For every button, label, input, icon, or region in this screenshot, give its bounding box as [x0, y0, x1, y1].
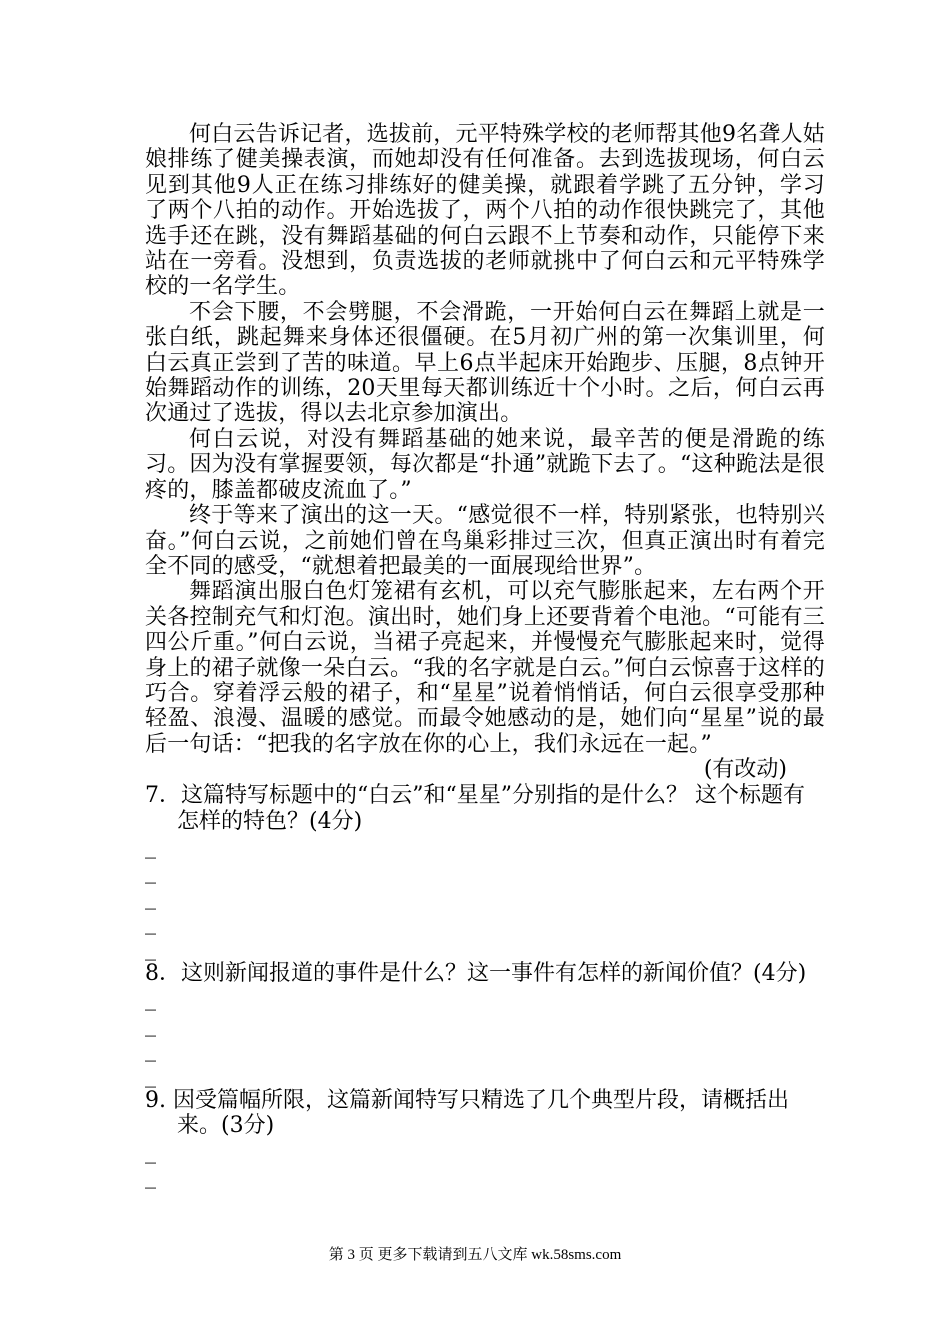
answer-area [145, 1139, 825, 1190]
answer-line: _ [145, 986, 156, 1012]
page-footer: 第 3 页 更多下载请到五八文库 wk.58sms.com [328, 1247, 622, 1263]
article-paragraph: 舞蹈演出服白色灯笼裙有玄机，可以充气膨胀起来，左右两个开关各控制充气和灯泡。演出时，她们身上还要背着个电池。“可能有三四公斤重。”何白云说，当裙子亮起来，并慢慢充气膨胀起来时，觉得身上的裙子就像一朵白云。“我的名字就是白云。”何白云惊喜于这样的巧合。穿着浮云般的裙子，和“星星”说着悄悄话，何白云很享受那种轻盈、浪漫、温暖的感觉。而最令她感动的是，她们向“星星”说的最后一句话：“把我的名字放在你的心上，我们永远在一起。” [145, 579, 825, 757]
answer-line: _ [145, 1037, 156, 1063]
question-9 [145, 1088, 825, 1190]
question-8 [145, 961, 825, 1088]
article [145, 122, 825, 783]
question-text: 8．这则新闻报道的事件是什么？这一事件有怎样的新闻价值？(4分) [145, 960, 807, 986]
answer-line: _ [145, 1062, 156, 1088]
answer-area [145, 834, 825, 961]
question-text: 7．这篇特写标题中的“白云”和“星星”分别指的是什么？ 这个标题有怎样的特色？(4分) [145, 783, 805, 834]
answer-line: _ [145, 1138, 156, 1164]
article-paragraph: 何白云说，对没有舞蹈基础的她来说，最辛苦的便是滑跪的练习。因为没有掌握要领，每次都是“扑通”就跪下去了。“这种跪法是很疼的，膝盖都破皮流血了。” [145, 426, 825, 503]
question-7 [145, 783, 825, 961]
answer-line: _ [145, 910, 156, 936]
answer-line: _ [145, 859, 156, 885]
answer-area [145, 986, 825, 1088]
answer-line: _ [145, 884, 156, 910]
answer-line: _ [145, 935, 156, 961]
answer-line: _ [145, 1011, 156, 1037]
article-paragraph: 何白云告诉记者，选拔前，元平特殊学校的老师帮其他9名聋人姑娘排练了健美操表演，而她却没有任何准备。去到选拔现场，何白云见到其他9人正在练习排练好的健美操，就跟着学跳了五分钟，学习了两个八拍的动作。开始选拔了，两个八拍的动作很快跳完了，其他选手还在跳，没有舞蹈基础的何白云跟不上节奏和动作，只能停下来站在一旁看。没想到，负责选拔的老师就挑中了何白云和元平特殊学校的一名学生。 [145, 122, 825, 300]
source-note: (有改动) [703, 757, 787, 783]
answer-line: _ [145, 1164, 156, 1190]
question-text: 9. 因受篇幅所限，这篇新闻特写只精选了几个典型片段，请概括出来。(3分) [145, 1087, 789, 1139]
document-body [145, 122, 825, 1189]
article-paragraph: 不会下腰，不会劈腿，不会滑跪，一开始何白云在舞蹈上就是一张白纸，跳起舞来身体还很僵硬。在5月初广州的第一次集训里，何白云真正尝到了苦的味道。早上6点半起床开始跑步、压腿，8点钟开始舞蹈动作的训练，20天里每天都训练近十个小时。之后，何白云再次通过了选拔，得以去北京参加演出。 [145, 299, 825, 427]
article-paragraph: 终于等来了演出的这一天。“感觉很不一样，特别紧张，也特别兴奋。”何白云说，之前她们曾在鸟巢彩排过三次，但真正演出时有着完全不同的感受，“就想着把最美的一面展现给世界”。 [145, 503, 825, 579]
answer-line: _ [145, 833, 156, 859]
